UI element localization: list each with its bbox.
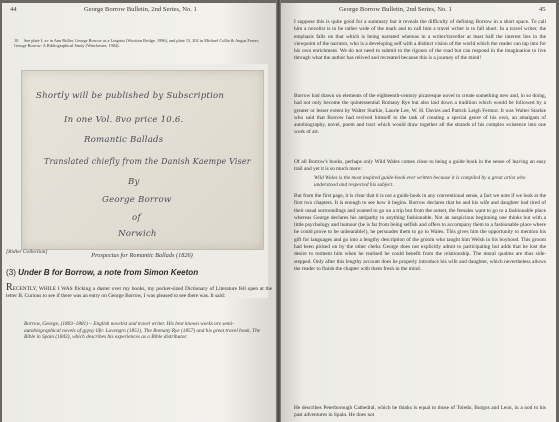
page-number: 45: [539, 6, 546, 13]
page-number: 44: [10, 6, 17, 13]
body-paragraph: He describes Peterborough Cathedral, which he thinks is equal to those of Toledo, Burgos and Leon, in a nod to his past adventures in Spain. He does not: [294, 405, 546, 419]
handwriting-line: Norwich: [118, 229, 157, 239]
handwriting-line: Shortly will be published by Subscription: [36, 91, 225, 101]
small-caps-opening: ECENTLY, WHILE: [12, 286, 57, 292]
prospectus-figure: [16, 64, 268, 298]
drop-cap: R: [6, 282, 13, 293]
body-paragraph: But from the first page, it is clear that it is not a guide book in any conventional sense, a fact we note if we look at the first two chapters. It is enough to see how it begins. Borrow declares that he and his wife and daughter had tired of their usual surroundings and wanted to go on a trip but from the outset, the females want to go to a fashionable place whereas George declares his antipathy to anything fashionable. Not an auspicious beginning one thinks but with a little psychology and humour (he is far from being selfish and offers to accompany them to a fashionable place where he could prove to be unbearable!), he persuades them to go to Wales. This gives him the opportunity to mention his gift for languages and go into a lengthy description of the groom who taught him Welsh in his boyhood. This groom had been picked on by the other clerks George does not explicitly admit to participating but adds that he lost the desire to torment him when he realised he could benefit from the relationship. The moral qualms are thus side-stepped. Only after this lengthy account does he properly introduce his wife and daughter, which nevertheless allows the reader to finish the chapter with them fresh in the mind.: [294, 193, 546, 272]
paragraph-text: I WAS flicking a duster over my books, my pocket-sized Dictionary of Literature fell open at the letter B. Curious to see if there was an entry on George Borrow, I was pleased to see there was. It said:: [6, 286, 272, 300]
section-heading: [6, 268, 276, 277]
handwriting-line: By: [128, 177, 140, 187]
prospectus-card-image: [21, 70, 264, 250]
figure-caption: Prospectus for Romantic Ballads (1826): [91, 252, 193, 259]
body-paragraph: Of all Borrow's books, perhaps only Wild Wales comes close to being a guide book in the sense of leaving an easy trail and yet it is so much more:: [294, 159, 546, 173]
handwriting-line: George Borrow: [102, 195, 172, 205]
right-page: [281, 3, 556, 422]
block-quote: Borrow, George, (1803–1881) – English novelist and travel writer. His best known works are semi-autobiographical novels of gypsy life: Lavengro (1851), The Romany Rye (1857) and his great travel book, The Bible in Spain (1843), which describes his experiences as a Bible distributor.: [24, 321, 261, 341]
section-title: Under B for Borrow, a note from Simon Keeton: [18, 268, 199, 277]
left-page: [2, 3, 276, 422]
handwriting-line: Translated chiefly from the Danish Kaempe Viser: [44, 157, 251, 166]
footnote-number: 10.: [14, 38, 20, 43]
footnote-text: See plate I, xv in Ann Ridler, George Borrow as a Linguist (Wootton Bridge, 1996), and plate 15, 202 in Michael Collie & Angus Fraser, George Borrow: A Bibliographical Study (Winchester, 1984).: [14, 38, 260, 49]
figure-credit: [Ridler Collection]: [6, 249, 48, 255]
body-paragraph: I suppose this is quite good for a summary but it reveals the difficulty of defining Borrow in a short space. To call him a novelist is to be rather wide of the mark and to call him a travel writer is to fall short. In a travel writer, the emphasis falls on that which is being narrated whereas in a writer/traveller at least half the interest lies in the viewpoint of the narrator, who is a developing self with a distinct vision of the world which the reader can tap into for his own enrichment. We do not need to submit to the rigours of the road but can respond in the imagination to live through what the author has relived and recreated because this is a journey of the mind!: [294, 19, 546, 62]
handwriting-line: of: [132, 213, 141, 223]
handwriting-line: Romantic Ballads: [84, 135, 164, 145]
running-head: George Borrow Bulletin, 2nd Series, No. 1: [84, 6, 197, 13]
section-number: (3): [6, 268, 16, 277]
running-head: George Borrow Bulletin, 2nd Series, No. 1: [339, 6, 452, 13]
body-paragraph: [6, 284, 272, 301]
handwriting-line: In one Vol. 8vo price 10.6.: [64, 115, 184, 125]
body-paragraph: Borrow had drawn on elements of the eighteenth-century picaresque novel to create something new and, in so doing, had not only become the quintessential Romany Rye but also laid down a tradition which would be followed by a greater or lesser extent by Walter Starkie, Laurie Lee, W. H. Davies and Patrick Leigh Fermor. It was Walter Starkie who said that Borrow had revived himself to the task of creating a special genre of his own, an amalgam of autobiography, novel, poem and tract which would draw together all the strands of his complex existence into one work of art.: [294, 93, 546, 136]
block-quote: Wild Wales is the most inspired guide-book ever written because it is compiled by a great artist who understood and respected his subject.: [314, 175, 526, 188]
footnote: [14, 38, 268, 48]
